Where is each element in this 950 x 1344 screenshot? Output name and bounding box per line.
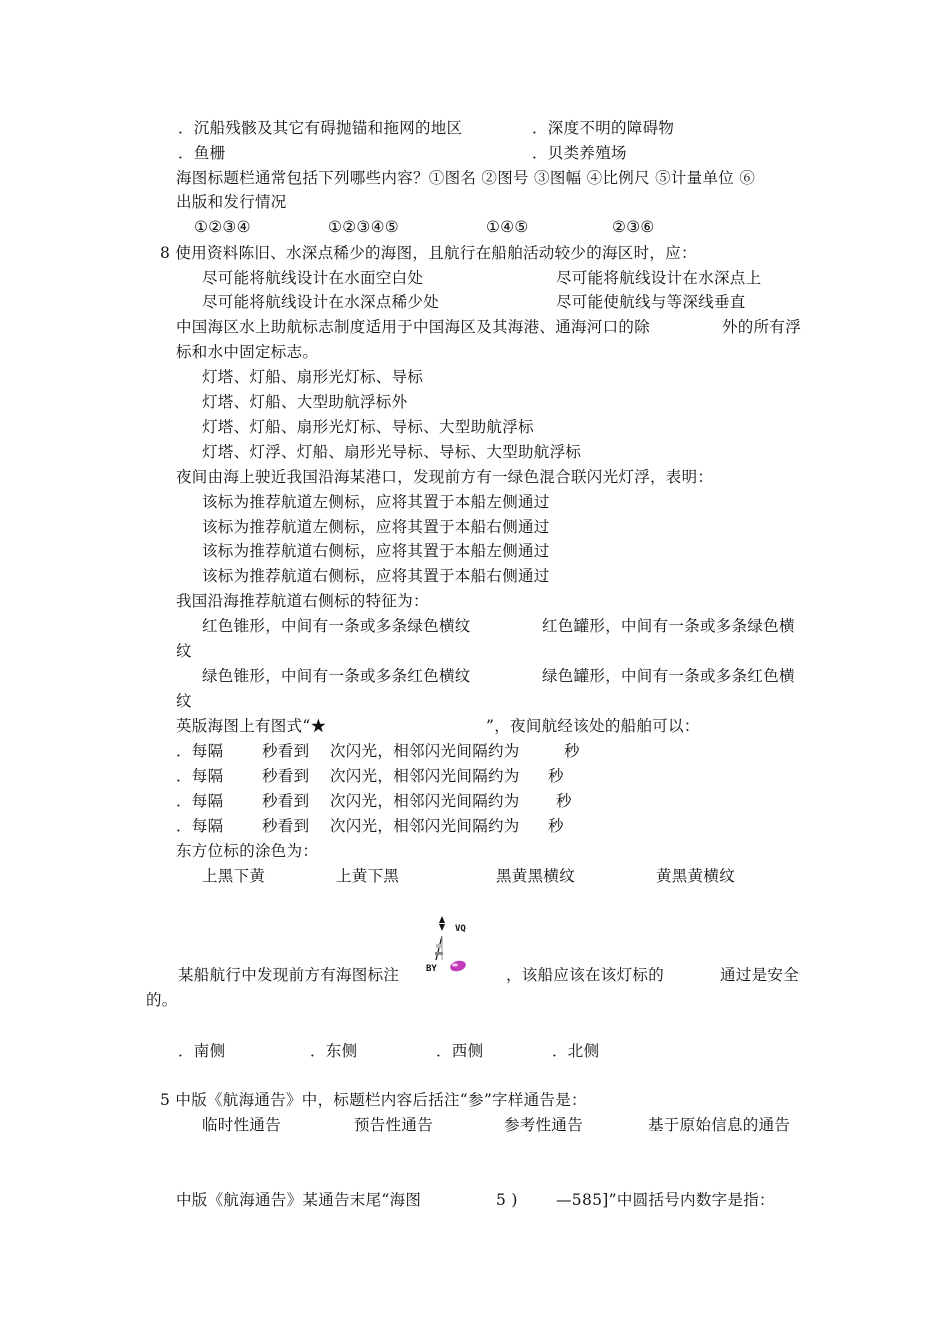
- option-a-unit: 秒: [564, 742, 580, 760]
- option-a: 上黑下黄: [202, 867, 266, 885]
- question-chart-title-panel: 海图标题栏通常包括下列哪些内容？①图名 ②图号 ③图幅 ④比例尺 ⑤计量单位 ⑥: [176, 169, 756, 187]
- option-b-flashes: 次闪光，相邻闪光间隔约为: [330, 767, 520, 785]
- option-d-wrap: 纹: [176, 692, 192, 710]
- option-c: 绿色锥形，中间有一条或多条红色横纹: [202, 667, 471, 685]
- option-b-unit: 秒: [548, 767, 564, 785]
- option-c-seconds: 秒看到: [262, 792, 310, 810]
- option-b: ．东侧: [310, 1042, 358, 1060]
- option-c: 参考性通告: [504, 1116, 584, 1134]
- option-b: 红色罐形，中间有一条或多条绿色横: [542, 617, 795, 635]
- option-c: 该标为推荐航道右侧标，应将其置于本船左侧通过: [202, 542, 550, 560]
- question-buoyage-system: 中国海区水上助航标志制度适用于中国海区及其海港、通海河口的除: [176, 318, 651, 336]
- option-c: 黑黄黑横纹: [496, 867, 576, 885]
- option-d: 该标为推荐航道右侧标，应将其置于本船右侧通过: [202, 567, 550, 585]
- option-b-wrap: 纹: [176, 642, 192, 660]
- buoy-label-by: BY: [426, 964, 437, 974]
- option-b: 灯塔、灯船、大型助航浮标外: [202, 393, 408, 411]
- question-green-light-buoy: 夜间由海上驶近我国沿海某港口，发现前方有一绿色混合联闪光灯浮，表明：: [176, 468, 714, 486]
- option-b: ①②③④⑤: [328, 218, 399, 236]
- option-d: ．每隔: [176, 817, 224, 835]
- option-a: 尽可能将航线设计在水面空白处: [202, 269, 424, 287]
- option-d-shellfish: ．贝类养殖场: [532, 144, 627, 162]
- question-british-chart-symbol: 英版海图上有图式“★: [176, 717, 327, 735]
- option-d: ②③⑥: [612, 218, 655, 236]
- question-buoy-passing-side-line2: 的。: [146, 991, 178, 1009]
- option-c-fish-stakes: ．鱼栅: [178, 144, 226, 162]
- question-notice-chart-number-cont: —585]”中圆括号内数字是指：: [556, 1191, 775, 1209]
- option-a: 临时性通告: [202, 1116, 282, 1134]
- option-a: 灯塔、灯船、扇形光灯标、导标: [202, 368, 424, 386]
- option-a: ①②③④: [194, 218, 251, 236]
- question-right-side-mark: 我国沿海推荐航道右侧标的特征为：: [176, 592, 429, 610]
- option-d: 尽可能使航线与等深线垂直: [556, 293, 746, 311]
- option-b-seconds: 秒看到: [262, 767, 310, 785]
- question-british-chart-symbol-cont: ”，夜间航经该处的船舶可以：: [486, 717, 700, 735]
- question-8-route: 8 使用资料陈旧、水深点稀少的海图，且航行在船舶活动较少的海区时，应：: [160, 244, 697, 262]
- cardinal-buoy-icon: [424, 914, 470, 976]
- option-d: 黄黑黄横纹: [656, 867, 736, 885]
- option-a: 该标为推荐航道左侧标，应将其置于本船左侧通过: [202, 493, 550, 511]
- question-buoy-passing-side-cont: ，该船应该在该灯标的: [506, 966, 665, 984]
- option-d-unit: 秒: [548, 817, 564, 835]
- question-buoyage-system-cont: 外的所有浮: [722, 318, 802, 336]
- question-buoy-passing-side-tail: 通过是安全: [720, 966, 800, 984]
- option-c: 尽可能将航线设计在水深点稀少处: [202, 293, 440, 311]
- option-b: ．每隔: [176, 767, 224, 785]
- option-b: 上黄下黑: [336, 867, 400, 885]
- option-a-flashes: 次闪光，相邻闪光间隔约为: [330, 742, 520, 760]
- option-a: 红色锥形，中间有一条或多条绿色横纹: [202, 617, 471, 635]
- question-chart-title-panel-cont: 出版和发行情况: [176, 193, 287, 211]
- option-c: ①④⑤: [486, 218, 529, 236]
- option-c: 灯塔、灯船、扇形光灯标、导标、大型助航浮标: [202, 418, 534, 436]
- buoy-label-vq: VQ: [455, 924, 466, 934]
- option-d: 基于原始信息的通告: [648, 1116, 791, 1134]
- question-5-notice-to-mariners: 5 中版《航海通告》中，标题栏内容后括注“参”字样通告是：: [160, 1091, 587, 1109]
- option-c: ．每隔: [176, 792, 224, 810]
- option-d: 绿色罐形，中间有一条或多条红色横: [542, 667, 795, 685]
- option-a-seconds: 秒看到: [262, 742, 310, 760]
- option-b: 尽可能将航线设计在水深点上: [556, 269, 762, 287]
- option-c: ．西侧: [436, 1042, 484, 1060]
- question-buoy-passing-side: 某船航行中发现前方有海图标注: [178, 966, 400, 984]
- question-notice-chart-number: 中版《航海通告》某通告末尾“海图: [176, 1191, 422, 1209]
- option-d-flashes: 次闪光，相邻闪光间隔约为: [330, 817, 520, 835]
- option-c-unit: 秒: [556, 792, 572, 810]
- question-east-cardinal-color: 东方位标的涂色为：: [176, 842, 319, 860]
- option-a: ．每隔: [176, 742, 224, 760]
- option-d: ．北侧: [552, 1042, 600, 1060]
- option-b: 该标为推荐航道左侧标，应将其置于本船右侧通过: [202, 518, 550, 536]
- option-d-seconds: 秒看到: [262, 817, 310, 835]
- option-c-flashes: 次闪光，相邻闪光间隔约为: [330, 792, 520, 810]
- question-buoyage-system-line2: 标和水中固定标志。: [176, 343, 319, 361]
- question-notice-chart-number-paren: 5 ): [496, 1191, 518, 1209]
- option-a-wreck: ．沉船残骸及其它有碍抛锚和拖网的地区: [178, 119, 463, 137]
- option-b: 预告性通告: [354, 1116, 434, 1134]
- option-a: ．南侧: [178, 1042, 226, 1060]
- option-b-obstruction: ．深度不明的障碍物: [532, 119, 675, 137]
- option-d: 灯塔、灯浮、灯船、扇形光导标、导标、大型助航浮标: [202, 443, 582, 461]
